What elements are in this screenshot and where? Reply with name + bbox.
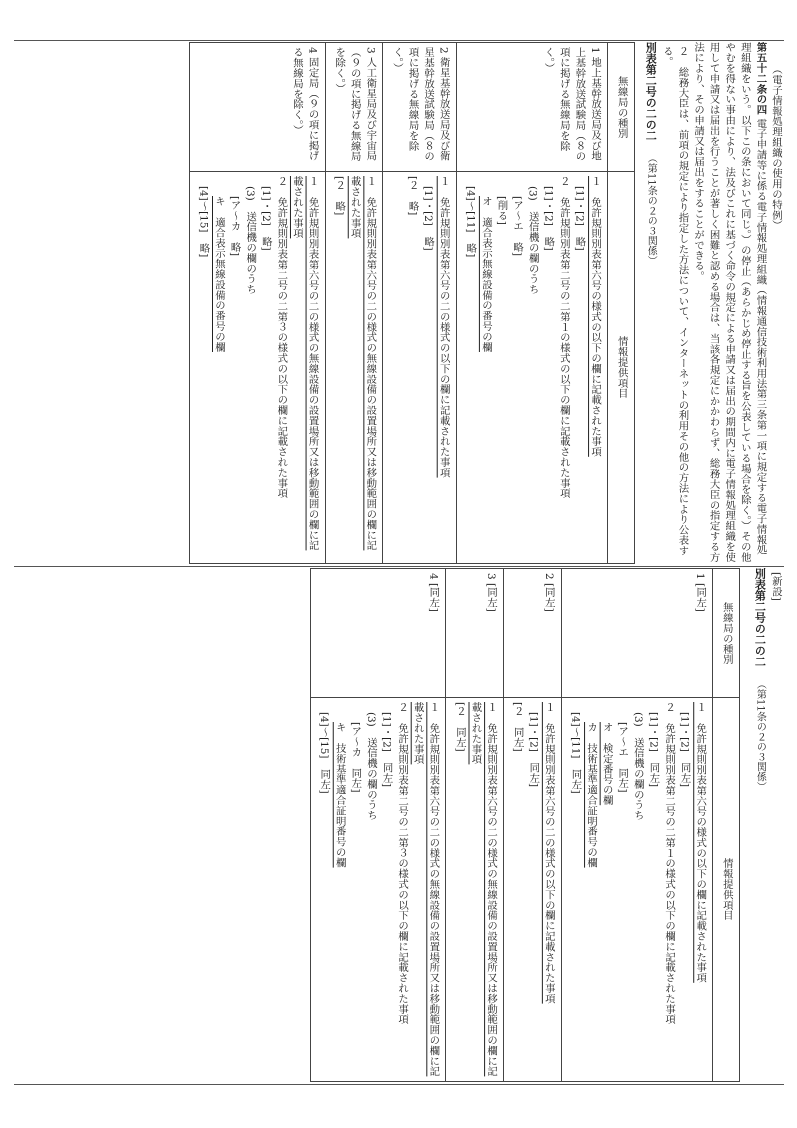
old-article-text: 電子申請等に係る電子情報処理組織（情報通信技術利用法第三条第一項に規定する電子情報処理組織をいう。以下この条において同じ。）の停止（あらかじめ停止する旨を公表している場合を除く。）その他やむを得ない事由により、法及びこれに基づく命令の規定による申請又は届出の期間内に電子情報処理組織を使用して申請又は届出を行うことが著しく困難と認める場合は、当該各規定にかかわらず、総務大臣の指定する方法により、その申請又は届出をすることができる。: [692, 42, 767, 562]
new-section: [0, 568, 797, 1082]
old-article: [689, 42, 767, 564]
old-row1-item: オ 適合表示無線設備の番号の欄: [479, 196, 492, 352]
old-table-header-row: [608, 43, 635, 564]
old-row2-num: 2: [437, 47, 450, 54]
new-row4-item: １ 免許規則別表第六号の二の様式の無線設備の設置場所又は移動範囲の欄に記載された事項: [411, 702, 440, 1077]
old-col2-header: 情報提供項目: [608, 172, 635, 564]
old-row1-item: (3) 送信機の欄のうち: [526, 186, 539, 295]
old-row1-item: １ 免許規則別表第六号の様式の以下の欄に記載された事項: [589, 176, 602, 457]
old-row4-type-cell: [189, 43, 325, 172]
new-row2-item: [２ 同左]: [511, 702, 524, 752]
old-row1-num: 1: [589, 47, 602, 54]
old-table-row: [325, 43, 383, 564]
old-table-title: 別表第二号の二の二: [644, 42, 658, 141]
top-rule: [14, 40, 784, 41]
new-table-ref: （第11条の２の３関係）: [754, 678, 766, 792]
new-row3-items-cell: [446, 698, 504, 1082]
old-row3-num: 3: [364, 47, 377, 54]
new-row4-item: ２ 免許規則別表第二号の二第３の様式の以下の欄に記載された事項: [396, 702, 409, 1025]
old-table: [189, 42, 635, 564]
old-row2-item: [1]・[2] 略]: [422, 186, 435, 251]
new-row3-type-cell: [446, 569, 504, 698]
new-row1-items-cell: [561, 698, 712, 1082]
middle-rule: [14, 566, 784, 567]
new-row4-item: (3) 送信機の欄のうち: [364, 712, 377, 821]
new-label: [新設]: [770, 572, 782, 601]
old-row2-item: [２ 略]: [406, 176, 419, 216]
new-row2-type: [同左]: [542, 582, 555, 612]
old-row4-item: [1]・[2] 略]: [259, 186, 272, 251]
new-row3-type: [同左]: [485, 582, 498, 612]
old-row1-item: [1]・[2] 略]: [573, 186, 586, 251]
new-table-title-block: [752, 568, 768, 1082]
new-row2-type-cell: [504, 569, 562, 698]
old-row1-item: [ア～エ 略]: [511, 196, 524, 257]
new-row3-item: １ 免許規則別表第六号の二の様式の無線設備の設置場所又は移動範囲の欄に記載された事項: [469, 702, 498, 1077]
new-row1-item: [1]・[2] 同左]: [678, 712, 691, 788]
new-row4-items-cell: [310, 698, 446, 1082]
new-row1-item: [1]・[2] 同左]: [647, 712, 660, 788]
old-row4-item: (3) 送信機の欄のうち: [244, 186, 257, 295]
new-row2-item: [1]・[2] 同左]: [527, 712, 540, 788]
new-row2-num: 2: [542, 573, 555, 580]
new-col1-header: 無線局の種別: [713, 569, 740, 698]
new-row4-item: キ 技術基準適合証明番号の欄: [333, 722, 346, 868]
old-heading-note: （電子情報処理組織の使用の特例）: [770, 64, 782, 231]
new-row1-item: カ 技術基準適合証明番号の欄: [585, 722, 598, 868]
new-row1-type: [同左]: [694, 582, 707, 612]
old-row4-item: ２ 免許規則別表第二号の二第３の様式の以下の欄に記載された事項: [275, 176, 288, 499]
old-row1-item: [削る]: [495, 196, 508, 225]
old-row4-items-cell: [189, 172, 325, 564]
old-row2-item: １ 免許規則別表第六号の二の様式の以下の欄に記載された事項: [437, 176, 450, 478]
old-row4-item: [4]～[15] 略]: [197, 186, 210, 258]
old-paragraph-2: ２ 総務大臣は、前項の規定により指定した方法について、インターネットの利用その他の方法により公表する。: [660, 46, 689, 556]
new-row4-type: [同左]: [427, 582, 440, 612]
new-table-row: [446, 569, 504, 1082]
new-row4-num: 4: [427, 573, 440, 580]
new-row1-item: ２ 免許規則別表第二号の二第１の様式の以下の欄に記載された事項: [663, 702, 676, 1025]
old-row2-type: 衛星基幹放送局及び衛星基幹放送試験局（８の項に掲げる無線局を除く。）: [390, 47, 450, 162]
new-row1-item: [ア～エ 同左]: [616, 722, 629, 793]
new-row1-num: 1: [694, 573, 707, 580]
old-row2-type-cell: [383, 43, 456, 172]
old-table-row: [189, 43, 325, 564]
old-col1-header: 無線局の種別: [608, 43, 635, 172]
new-row2-item: １ 免許規則別表第六号の二の様式の以下の欄に記載された事項: [542, 702, 555, 1004]
old-table-ref: （第11条の２の３関係）: [645, 152, 657, 266]
new-table-title: 別表第二号の二の二: [753, 568, 767, 667]
old-row4-item: キ 適合表示無線設備の番号の欄: [213, 196, 225, 352]
new-row1-item: オ 検定番号の欄: [600, 722, 613, 806]
old-article-label: 第五十二条の四: [754, 42, 767, 115]
new-table-row: [310, 569, 446, 1082]
new-vertical-text: [308, 568, 797, 1082]
new-row4-type-cell: [310, 569, 446, 698]
new-row3-item: [２ 同左]: [453, 702, 466, 752]
old-row3-item: [２ 略]: [333, 176, 346, 216]
old-row4-num: 4: [306, 47, 319, 54]
new-col2-header: 情報提供項目: [713, 698, 740, 1082]
new-table: [310, 568, 740, 1082]
old-section: [0, 42, 797, 564]
bottom-rule: [14, 1084, 784, 1085]
old-row1-items-cell: [456, 172, 607, 564]
new-row3-num: 3: [485, 573, 498, 580]
old-row3-item: １ 免許規則別表第六号の二の様式の無線設備の設置場所又は移動範囲の欄に記載された事項: [348, 176, 377, 551]
new-row1-item: １ 免許規則別表第六号の様式の以下の欄に記載された事項: [694, 702, 707, 983]
new-row1-item: (3) 送信機の欄のうち: [631, 712, 644, 821]
old-table-title-block: [643, 42, 659, 564]
old-row3-type: 人工衛星局及び宇宙局（９の項に掲げる無線局を除く。）: [333, 47, 377, 162]
old-row3-type-cell: [325, 43, 383, 172]
new-row2-items-cell: [504, 698, 562, 1082]
old-row1-item: [1]・[2] 略]: [542, 186, 555, 251]
old-row3-items-cell: [325, 172, 383, 564]
old-row1-item: [4]～[11] 略]: [464, 186, 477, 258]
old-row1-type-cell: [456, 43, 607, 172]
old-row2-items-cell: [383, 172, 456, 564]
new-row1-item: [4]～[11] 同左]: [569, 712, 582, 794]
new-row4-item: [1]・[2] 同左]: [380, 712, 393, 788]
old-row1-type: 地上基幹放送局及び地上基幹放送試験局（８の項に掲げる無線局を除く。）: [542, 47, 602, 162]
old-row4-type: 固定局（９の項に掲げる無線局を除く。）: [290, 47, 319, 161]
old-table-row: [456, 43, 607, 564]
old-row4-item: １ 免許規則別表第六号の二の様式の無線設備の設置場所又は移動範囲の欄に記載された事項: [290, 176, 319, 551]
new-row4-item: [4]～[15] 同左]: [318, 712, 331, 794]
old-table-row: [383, 43, 456, 564]
old-row1-item: ２ 免許規則別表第二号の二第１の様式の以下の欄に記載された事項: [557, 176, 570, 499]
old-vertical-text: [187, 42, 797, 564]
new-table-row: [561, 569, 712, 1082]
new-row1-type-cell: [561, 569, 712, 698]
old-row4-item: [ア～カ 略]: [228, 196, 241, 257]
new-table-header-row: [713, 569, 740, 1082]
new-table-row: [504, 569, 562, 1082]
new-row4-item: [ア～カ 同左]: [349, 722, 362, 793]
